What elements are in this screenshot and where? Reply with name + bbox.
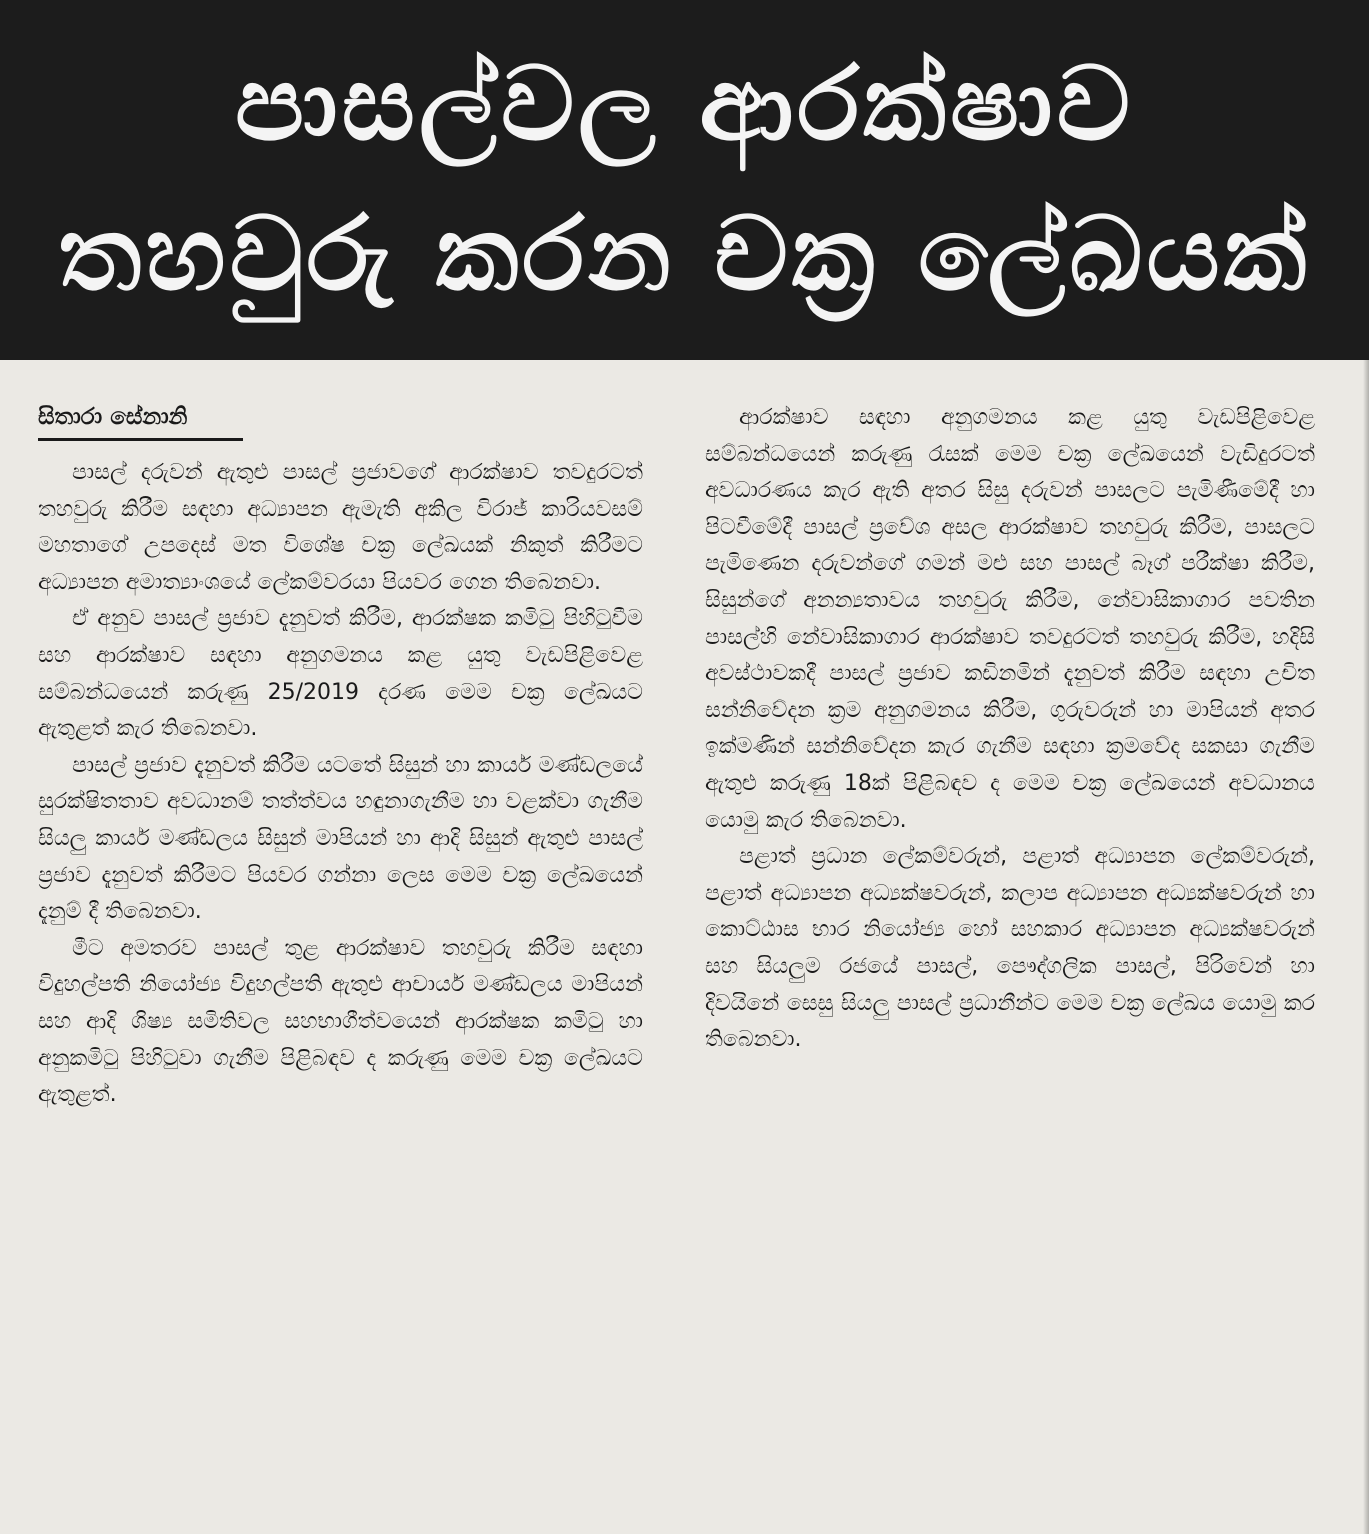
byline: සිතාරා සේනානි bbox=[38, 400, 243, 441]
headline-line-2: තහවුරු කරන චක්‍ර ලේඛයක් bbox=[58, 195, 1311, 314]
paragraph: මීට අමතරව පාසල් තුළ ආරක්ෂාව තහවුරු කිරීම සඳහා විදුහල්පති නියෝජ්‍ය විදුහල්පති ඇතුළු ආචාර්ය මණ්ඩලය මාපියන් සහ ආදි ශිෂ්‍ය සමිතිවල සහභාගීත්වයෙන් ආරක්ෂක කමිටු හා අනුකමිටු පිහිටුවා ගැනීම පිළිබඳව ද කරුණු මෙම චක්‍ර ලේඛයට ඇතුළත්. bbox=[38, 935, 643, 1108]
paragraph: පාසල් දරුවන් ඇතුළු පාසල් ප්‍රජාවගේ ආරක්ෂාව තවදුරටත් තහවුරු කිරීම සඳහා අධ්‍යාපන ඇමැති අකිල විරාජ් කාරියවසම් මහතාගේ උපදෙස් මත විශේෂ චක්‍ර ලේඛයක් නිකුත් කිරීමට අධ්‍යාපන අමාත්‍යාංශයේ ලේකම්වරයා පියවර ගෙන තිබෙනවා. bbox=[38, 460, 643, 595]
left-column bbox=[38, 455, 643, 1114]
paragraph: ආරක්ෂාව සඳහා අනුගමනය කළ යුතු වැඩපිළිවෙළ සම්බන්ධයෙන් කරුණු රැසක් මෙම චක්‍ර ලේඛයෙන් වැඩිදුරටත් අවධාරණය කැර ඇති අතර සිසු දරුවන් පාසලට පැමිණීමේදී හා පිටවීමේදී පාසල් ප්‍රවේශ අසල ආරක්ෂාව තහවුරු කිරීම, පාසලට පැමිණෙන දරුවන්ගේ ගමන් මළු සහ පාසල් බෑග් පරීක්ෂා කිරීම, සිසුන්ගේ අනන්‍යතාවය තහවුරු කිරීම, නේවාසිකාගාර පවතින පාසල්හි නේවාසිකාගාර ආරක්ෂාව තවදුරටත් තහවුරු කිරීම, හදිසි අවස්ථාවකදී පාසල් ප්‍රජාව කඩිනමින් දැනුවත් කිරීම සඳහා උචිත සන්නිවේදන ක්‍රම අනුගමනය කිරීම, ගුරුවරුන් හා මාපියන් අතර ඉක්මණින් සන්නිවේදන කැර ගැනීම සඳහා ක්‍රමවේද සකසා ගැනීම ඇතුළු කරුණු 18ක් පිළිබඳව ද මෙම චක්‍ර ලේඛයෙන් අවධානය යොමු කැර තිබෙනවා. bbox=[705, 405, 1315, 833]
headline-band bbox=[0, 0, 1369, 360]
headline-line-1: පාසල්වල ආරක්ෂාව bbox=[235, 45, 1134, 164]
page-edge-shadow bbox=[1363, 360, 1369, 1534]
paragraph: පළාත් ප්‍රධාන ලේකම්වරුන්, පළාත් අධ්‍යාපන ලේකම්වරුන්, පළාත් අධ්‍යාපන අධ්‍යක්ෂවරුන්, කලාප අධ්‍යාපන අධ්‍යක්ෂවරුන් හා කොට්ඨාස භාර නියෝජ්‍ය හෝ සහකාර අධ්‍යාපන අධ්‍යක්ෂවරුන් සහ සියලුම රජයේ පාසල්, පෞද්ගලික පාසල්, පිරිවෙන් හා දිවයිනේ සෙසු සියලු පාසල් ප්‍රධානීන්ට මෙම චක්‍ර ලේඛය යොමු කර තිබෙනවා. bbox=[705, 844, 1315, 1053]
paragraph: පාසල් ප්‍රජාව දැනුවත් කිරීම යටතේ සිසුන් හා කාර්ය මණ්ඩලයේ සුරක්ෂිතතාව අවධානම් තත්ත්වය හඳුනාගැනීම හා වළක්වා ගැනීම සියලු කාර්ය මණ්ඩලය සිසුන් මාපියන් හා ආදි සිසුන් ඇතුළු පාසල් ප්‍රජාව දැනුවත් කිරීමට පියවර ගන්නා ලෙස මෙම චක්‍ර ලේඛයෙන් දැනුම් දී තිබෙනවා. bbox=[38, 752, 643, 925]
right-column bbox=[705, 400, 1315, 1059]
paragraph: ඒ අනුව පාසල් ප්‍රජාව දැනුවත් කිරීම, ආරක්ෂක කමිටු පිහිටුවීම සහ ආරක්ෂාව සඳහා අනුගමනය කළ යුතු වැඩපිළිවෙළ සම්බන්ධයෙන් කරුණු 25/2019 දරණ මෙම චක්‍ර ලේඛයට ඇතුළත් කැර තිබෙනවා. bbox=[38, 606, 643, 742]
